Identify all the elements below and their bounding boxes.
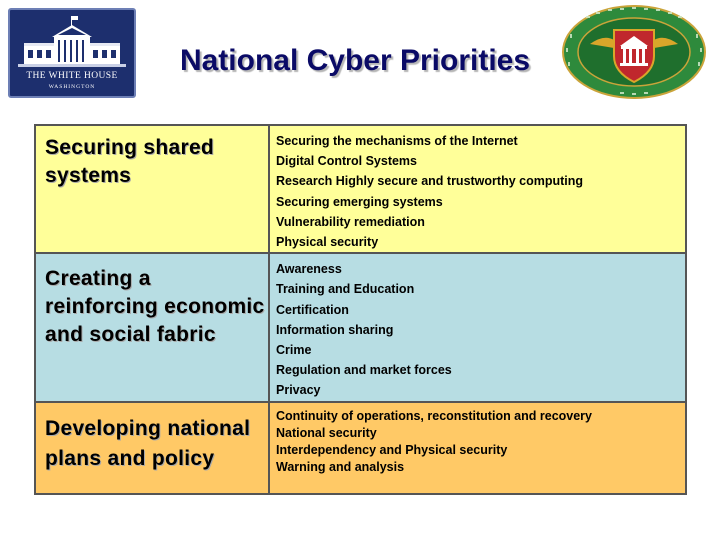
priority-heading-cell [35,125,269,253]
list-item: Certification [276,302,349,317]
list-item: Interdependency and Physical security [276,442,508,457]
priority-heading-cell [35,402,269,494]
list-item: Privacy [276,383,321,398]
cyber-seal-icon [560,4,708,100]
list-item: Warning and analysis [276,459,405,474]
list-item: National security [276,425,377,440]
priority-items-cell [269,402,686,494]
priority-heading: Securing shared systems [45,136,215,187]
list-item: Information sharing [276,322,394,337]
page-title: National Cyber Priorities [179,44,531,77]
list-item: Vulnerability remediation [276,214,425,229]
priority-items-cell [269,125,686,253]
list-item: Securing emerging systems [276,194,443,209]
list-item: Securing the mechanisms of the Internet [276,134,518,148]
priority-heading-cell [35,253,269,401]
list-item: Crime [276,343,312,358]
table-row [35,125,686,253]
table-row [35,253,686,401]
logo-caption-title: THE WHITE HOUSE [26,71,118,81]
white-house-logo [8,8,136,98]
priorities-table [34,124,687,495]
list-item: Physical security [276,235,379,250]
priority-items-cell [269,253,686,401]
priority-heading: Developing national plans and policy [45,416,251,470]
list-item: Digital Control Systems [276,154,417,169]
list-item: Research Highly secure and trustworthy computing [276,174,584,189]
list-item: Training and Education [276,282,415,297]
list-item: Continuity of operations, reconstitution and recovery [276,408,593,423]
table-row [35,402,686,494]
list-item: Awareness [276,262,342,277]
list-item: Regulation and market forces [276,363,452,378]
logo-caption-subtitle: WASHINGTON [48,84,96,90]
priority-heading: Creating a reinforcing economic and social fabric [45,267,265,347]
